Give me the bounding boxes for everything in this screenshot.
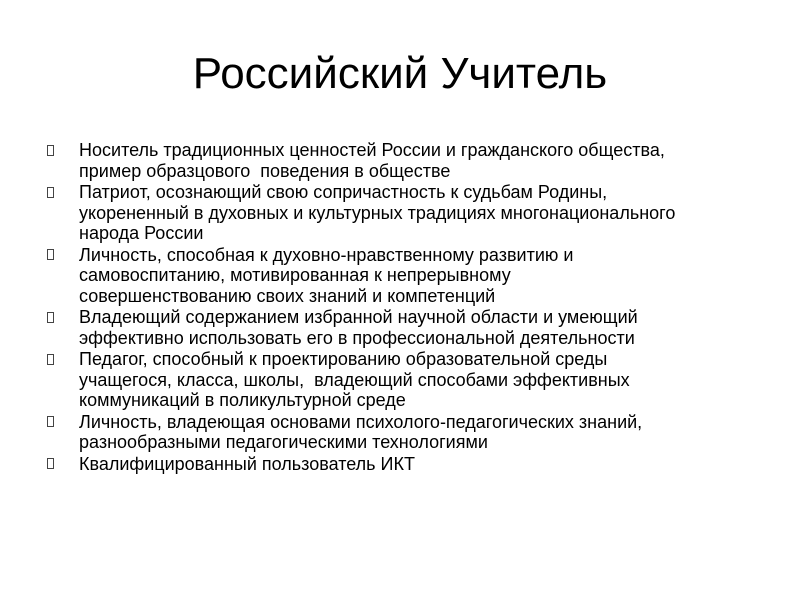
- missing-glyph-box-icon: [44, 349, 56, 369]
- missing-glyph-box-icon: [44, 245, 56, 265]
- bullet-item: [44, 349, 754, 411]
- bullet-item: [44, 140, 754, 181]
- bullet-text: Владеющий содержанием избранной научной области и умеющий эффективно использовать его в профессиональной деятельности: [79, 307, 638, 348]
- bullet-list: [44, 140, 754, 475]
- missing-glyph-box-icon: [44, 454, 56, 474]
- bullet-text: Личность, владеющая основами психолого-педагогических знаний, разнообразными педагогическими технологиями: [79, 411, 643, 452]
- bullet-item: [44, 454, 754, 475]
- bullet-text: Педагог, способный к проектированию образовательной среды учащегося, класса, школы, владеющий способами эффективных коммуникаций в поликультурной среде: [79, 349, 630, 410]
- bullet-text: Личность, способная к духовно-нравственному развитию и самовоспитанию, мотивированная к непрерывному совершенствованию своих знаний и компетенций: [79, 244, 574, 306]
- bullet-item: [44, 182, 754, 244]
- bullet-item: [44, 412, 754, 453]
- bullet-item: [44, 245, 754, 307]
- missing-glyph-box-icon: [44, 140, 56, 160]
- bullet-text: Носитель традиционных ценностей России и гражданского общества, пример образцового поведения в обществе: [79, 140, 665, 181]
- missing-glyph-box-icon: [44, 412, 56, 432]
- slide-title: Российский Учитель: [192, 49, 608, 98]
- bullet-item: [44, 307, 754, 348]
- bullet-text: Квалифицированный пользователь ИКТ: [79, 453, 415, 474]
- missing-glyph-box-icon: [44, 307, 56, 327]
- bullet-text: Патриот, осознающий свою сопричастность к судьбам Родины, укорененный в духовных и культурных традициях многонационального народа России: [79, 182, 676, 243]
- missing-glyph-box-icon: [44, 182, 56, 202]
